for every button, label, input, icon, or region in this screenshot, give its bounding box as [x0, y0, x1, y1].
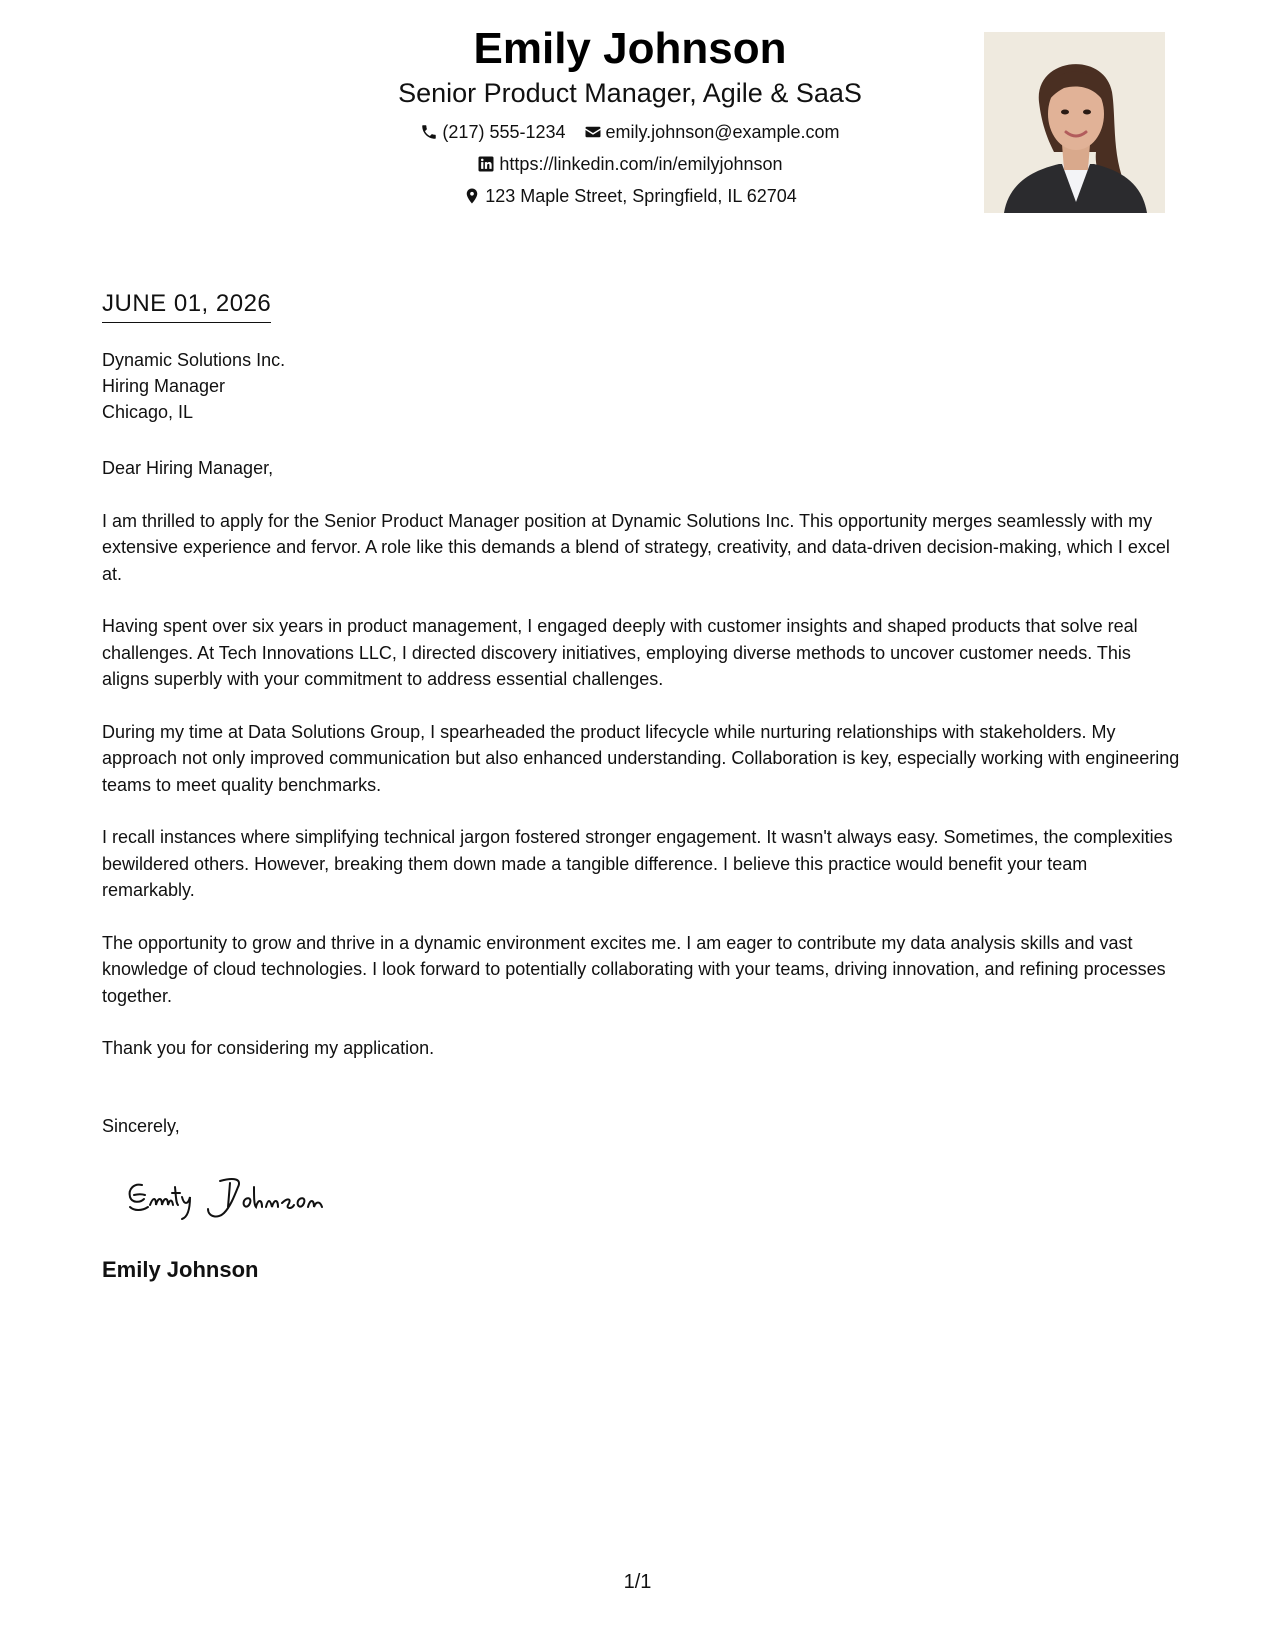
- envelope-icon: [584, 123, 602, 141]
- recipient-role: Hiring Manager: [102, 376, 226, 396]
- letter-body: [102, 455, 1182, 1088]
- letter-date: JUNE 01, 2026: [102, 288, 271, 323]
- page-number: 1/1: [623, 1571, 652, 1593]
- body-paragraph: The opportunity to grow and thrive in a dynamic environment excites me. I am eager to contribute my data analysis skills and vast knowledge of cloud technologies. I look forward to potentially collaborating with your teams, driving innovation, and refining processes together.: [102, 932, 1166, 1006]
- phone-text: (217) 555-1234: [442, 122, 566, 142]
- handwritten-signature: [120, 1167, 360, 1227]
- address-text: 123 Maple Street, Springfield, IL 62704: [485, 186, 797, 206]
- map-marker-icon: [463, 187, 481, 205]
- phone-icon: [420, 123, 438, 141]
- recipient-block: [102, 347, 285, 425]
- letter-header: [200, 22, 1060, 212]
- contact-line-linkedin: [200, 148, 1060, 180]
- linkedin-text: https://linkedin.com/in/emilyjohnson: [499, 154, 783, 174]
- contact-line-phone-email: [200, 116, 1060, 148]
- body-paragraph: I am thrilled to apply for the Senior Product Manager position at Dynamic Solutions Inc. This opportunity merges seamlessly with my extensive experience and fervor. A role like this demands a blend of strategy, creativity, and data-driven decision-making, which I excel at.: [102, 510, 1170, 584]
- recipient-company: Dynamic Solutions Inc.: [102, 350, 286, 370]
- profile-photo: [984, 32, 1165, 213]
- email-text: emily.johnson@example.com: [605, 122, 840, 142]
- thank-you-paragraph: Thank you for considering my application.: [102, 1038, 435, 1058]
- contact-line-address: [200, 180, 1060, 212]
- signer-name: Emily Johnson: [102, 1257, 259, 1282]
- closing: Sincerely,: [102, 1116, 180, 1136]
- applicant-title: Senior Product Manager, Agile & SaaS: [398, 78, 862, 108]
- contact-email[interactable]: [584, 116, 840, 148]
- applicant-name: Emily Johnson: [473, 24, 787, 73]
- linkedin-icon: [477, 155, 495, 173]
- body-paragraph: I recall instances where simplifying technical jargon fostered stronger engagement. It wasn't always easy. Sometimes, the complexities bewildered others. However, breaking them down made a tangible difference. I believe this practice would benefit your team remarkably.: [102, 827, 1173, 900]
- body-paragraph: Having spent over six years in product management, I engaged deeply with customer insights and shaped products that solve real challenges. At Tech Innovations LLC, I directed discovery initiatives, employing diverse methods to uncover customer needs. This aligns superbly with your commitment to address essential challenges.: [102, 616, 1138, 689]
- contact-phone: [420, 116, 565, 148]
- body-paragraph: During my time at Data Solutions Group, I spearheaded the product lifecycle while nurturing relationships with stakeholders. My approach not only improved communication but also enhanced understanding. Collaboration is key, especially working with engineering teams to meet quality benchmarks.: [102, 721, 1180, 795]
- contact-linkedin[interactable]: [477, 148, 782, 180]
- contact-address: [463, 180, 797, 212]
- salutation: Dear Hiring Manager,: [102, 458, 274, 478]
- recipient-location: Chicago, IL: [102, 402, 194, 422]
